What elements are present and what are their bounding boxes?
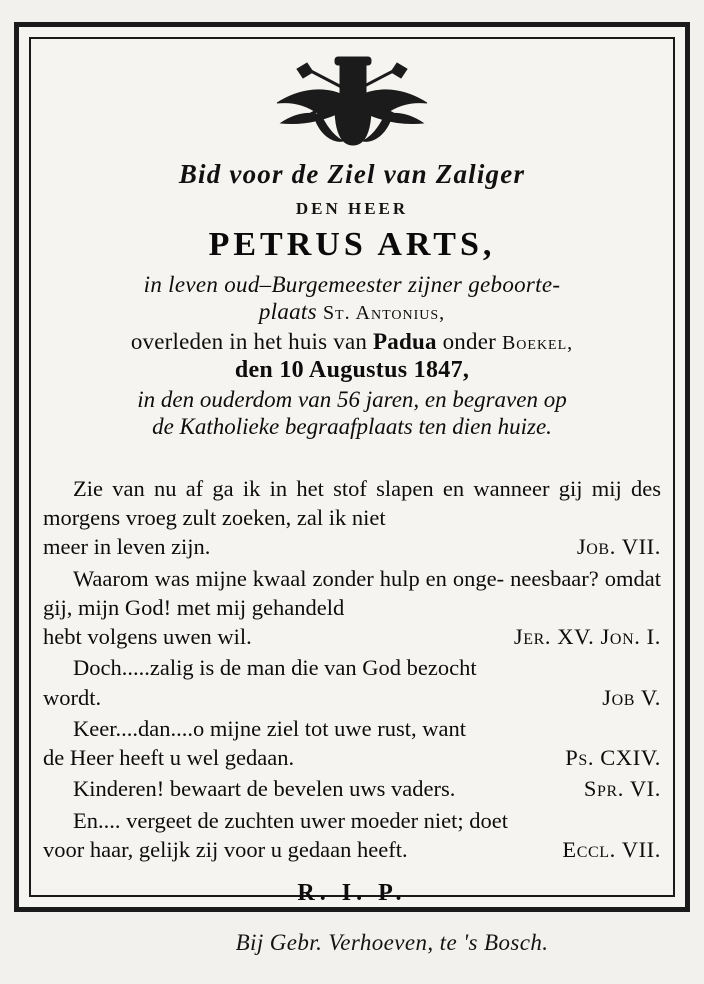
birthplace-name: St. Antonius, <box>322 302 446 325</box>
death-house-name: Padua <box>373 328 437 354</box>
list-item <box>43 714 661 773</box>
verse-reference: Ps. CXIV. <box>565 745 661 771</box>
heading-title: DEN HEER <box>295 199 409 219</box>
list-item <box>43 474 661 562</box>
funeral-urn-with-wings-and-torches-emblem <box>43 45 661 157</box>
rip-inscription: R. I. P. <box>297 880 407 907</box>
verse-last-line: meer in leven zijn. <box>43 534 211 560</box>
verse-text: Zie van nu af ga ik in het stof slapen en wanneer gij mij des morgens vroeg zult zoeken, zal ik niet <box>43 475 661 531</box>
card-outer-frame <box>14 22 690 912</box>
verse-last-line: de Heer heeft u wel gedaan. <box>43 745 295 771</box>
deceased-name: PETRUS ARTS, <box>208 226 496 264</box>
verse-reference: Spr. VI. <box>583 776 661 802</box>
verse-text: Doch.....zalig is de man die van God bezocht <box>73 655 477 681</box>
verse-reference: Eccl. VII. <box>562 836 661 862</box>
verse-text: En.... vergeet de zuchten uwer moeder niet; doet <box>73 807 509 833</box>
heading-script-line: Bid voor de Ziel van Zaliger <box>178 159 526 189</box>
verse-text: Keer....dan....o mijne ziel tot uwe rust, want <box>73 715 467 741</box>
verse-last-line: hebt volgens uwen wil. <box>43 624 252 650</box>
list-item <box>43 774 661 803</box>
age-line: in den ouderdom van 56 jaren, en begraven op <box>137 387 567 413</box>
death-place-line <box>43 329 661 355</box>
verse-text: Waarom was mijne kwaal zonder hulp en onge- neesbaar? omdat gij, mijn God! met mij gehandeld <box>43 565 661 620</box>
burial-line: de Katholieke begraafplaats ten dien huize. <box>152 414 552 440</box>
list-item <box>43 653 661 712</box>
verse-reference: Job. VII. <box>576 534 661 560</box>
death-date-line: den 10 Augustus 1847, <box>234 356 470 383</box>
list-item <box>43 806 661 865</box>
verse-last-line: voor haar, gelijk zij voor u gedaan heeft. <box>43 836 408 862</box>
verse-list <box>43 474 661 864</box>
verse-reference: Jer. XV. Jon. I. <box>513 624 661 650</box>
card-content <box>43 45 661 907</box>
death-line-prefix: overleden in het huis van <box>130 328 374 354</box>
list-item <box>43 564 661 652</box>
occupation-line-2-prefix: plaats <box>258 299 323 325</box>
printer-credit-text: Bij Gebr. Verhoeven, te 's Bosch. <box>235 930 549 955</box>
occupation-line-2 <box>43 299 661 325</box>
death-municipality: Boekel, <box>501 331 574 354</box>
printer-credit <box>0 930 704 956</box>
verse-text: Kinderen! bewaart de bevelen uws vaders. <box>73 776 456 802</box>
death-line-mid: onder <box>436 328 502 354</box>
verse-reference: Job V. <box>602 684 661 710</box>
verse-last-line: wordt. <box>43 684 102 710</box>
occupation-line-1: in leven oud–Burgemeester zijner geboorte- <box>143 272 561 298</box>
